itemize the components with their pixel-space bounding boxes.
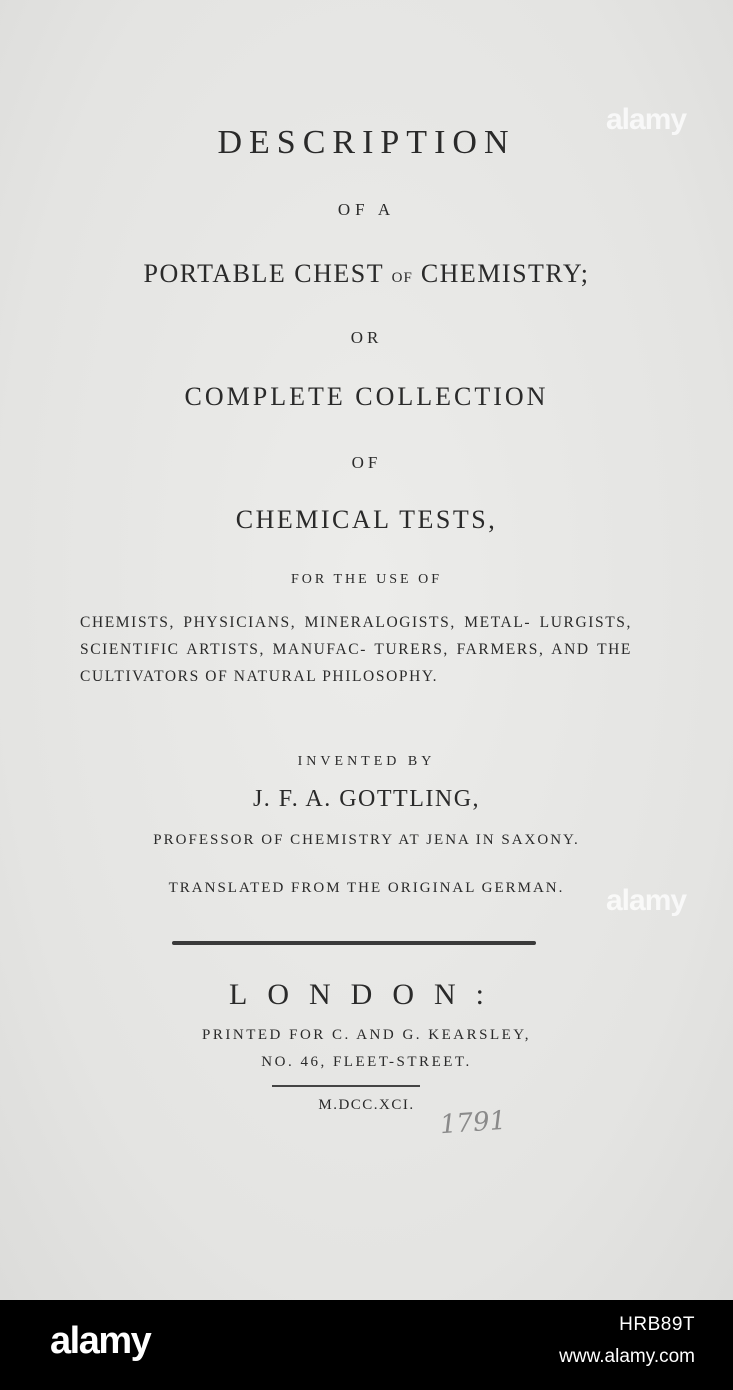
city-line: LONDON: [229,978,504,1011]
footer-bar [0,1300,733,1390]
watermark-bottom: alamy [606,884,687,917]
of-a-line: OF A [337,200,396,219]
thin-divider [272,1085,420,1087]
professor-line: PROFESSOR OF CHEMISTRY AT JENA IN SAXONY. [153,832,580,848]
book-title: DESCRIPTION [217,124,516,161]
thick-divider [172,941,536,945]
invented-by-line: INVENTED BY [297,754,436,769]
chest-line [0,259,733,289]
audience-paragraph: CHEMISTS, PHYSICIANS, MINERALOGISTS, METAL- LURGISTS, SCIENTIFIC ARTISTS, MANUFAC- TURERS, FARMERS, AND THE CULTIVATORS OF NATURAL PHILOSOPHY. [80,614,632,685]
handwritten-year: 1791 [439,1105,508,1141]
chest-of: OF [391,270,413,286]
footer-url: www.alamy.com [559,1346,695,1367]
image-id: HRB89T [619,1314,695,1335]
translated-line: TRANSLATED FROM THE ORIGINAL GERMAN. [168,880,565,896]
for-use-line: FOR THE USE OF [290,572,443,587]
printed-for-line: PRINTED FOR C. AND G. KEARSLEY, [202,1027,531,1043]
chest-before: PORTABLE CHEST [143,259,392,288]
watermark-top: alamy [606,103,687,136]
date-line: M.DCC.XCI. [318,1097,415,1113]
chest-after: CHEMISTRY; [412,259,590,288]
chemical-tests-line: CHEMICAL TESTS, [235,505,498,534]
complete-collection-line: COMPLETE COLLECTION [184,382,549,411]
address-line: NO. 46, FLEET-STREET. [261,1054,472,1070]
author-name: J. F. A. GOTTLING, [252,786,481,812]
footer-logo: alamy [50,1320,151,1362]
of-line: OF [351,453,382,472]
or-line: OR [350,328,383,347]
